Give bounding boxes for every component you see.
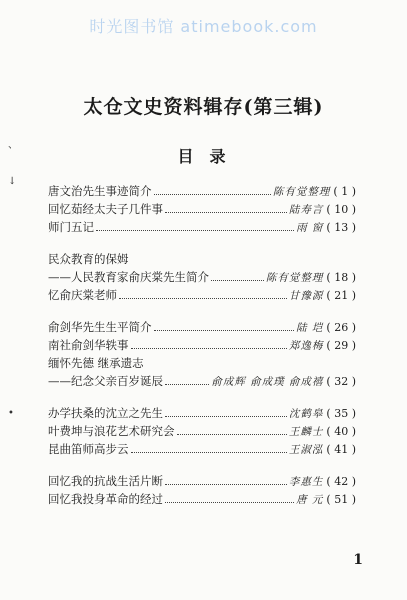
entry-author: 沈鹤皋 [288,407,324,420]
leader-dots [96,230,294,231]
group-gap [48,390,356,404]
margin-mark: ↓ [8,176,17,187]
group-gap [48,236,356,250]
margin-mark: 、 [8,140,18,151]
leader-dots [165,484,287,485]
entry-title: 师门五记 [48,220,94,234]
entry-title: 回忆我投身革命的经过 [48,492,163,506]
group-gap [48,458,356,472]
leader-dots [165,502,294,503]
entry-author: 唐 元 [296,493,324,506]
entry-page: ( 42 ) [326,474,356,488]
entry-page: ( 18 ) [326,270,356,284]
entry-author: 陈有觉整理 [272,185,331,198]
toc-entry[interactable] [48,490,356,508]
entry-title: 办学扶桑的沈立之先生 [48,406,163,420]
leader-dots [119,298,287,299]
margin-mark: • [8,408,14,419]
toc-title: 目录 [177,147,242,166]
leader-dots [165,212,287,213]
leader-dots [154,194,271,195]
entry-page: ( 32 ) [326,374,356,388]
toc-entry[interactable] [48,372,356,390]
group-gap [48,304,356,318]
toc-entry[interactable] [48,182,356,200]
leader-dots [165,384,209,385]
toc-entry[interactable] [48,336,356,354]
entry-page: ( 29 ) [326,338,356,352]
toc-entry[interactable] [48,200,356,218]
entry-title: 昆曲笛师高步云 [48,442,129,456]
leader-dots [177,434,287,435]
toc-heading: 民众教育的保姆 [48,252,129,266]
entry-title: ——人民教育家俞庆棠先生简介 [48,270,209,284]
entry-page: ( 35 ) [326,406,356,420]
entry-author: 雨 窗 [296,221,324,234]
toc-entry[interactable] [48,440,356,458]
toc-entry[interactable] [48,422,356,440]
leader-dots [154,330,295,331]
watermark: 时光图书馆 atimebook.com [89,17,318,36]
entry-author: 李惠生 [288,475,324,488]
entry-author: 陆 垲 [296,321,324,334]
page-number: 1 [353,552,363,568]
leader-dots [165,416,287,417]
entry-author: 王淑泓 [288,443,324,456]
entry-page: ( 13 ) [326,220,356,234]
entry-author: 甘豫源 [288,289,324,302]
entry-page: ( 10 ) [326,202,356,216]
entry-page: ( 21 ) [326,288,356,302]
entry-title: 回忆茹经太夫子几件事 [48,202,163,216]
entry-title: 叶费坤与浪花艺术研究会 [48,424,175,438]
entry-author: 俞成辉 俞成璞 俞成禧 [211,375,324,388]
toc-entry[interactable] [48,218,356,236]
entry-title: 唐文治先生事迹简介 [48,184,152,198]
entry-author: 王麟士 [288,425,324,438]
leader-dots [211,280,264,281]
toc-heading: 缅怀先德 继承遗志 [48,356,144,370]
entry-author: 郑逸梅 [288,339,324,352]
leader-dots [131,452,287,453]
leader-dots [131,348,287,349]
entry-title: 忆俞庆棠老师 [48,288,117,302]
toc-entry[interactable] [48,404,356,422]
entry-page: ( 41 ) [326,442,356,456]
entry-author: 陈有觉整理 [265,271,324,284]
entry-page: ( 1 ) [333,184,356,198]
entry-title: 回忆我的抗战生活片断 [48,474,163,488]
toc-entry[interactable] [48,472,356,490]
toc-entry[interactable] [48,318,356,336]
entry-page: ( 40 ) [326,424,356,438]
entry-title: 南社俞剑华轶事 [48,338,129,352]
entry-title: 俞剑华先生生平简介 [48,320,152,334]
toc-entry[interactable] [48,286,356,304]
entry-page: ( 26 ) [326,320,356,334]
table-of-contents [48,182,356,508]
toc-entry[interactable] [48,268,356,286]
entry-title: ——纪念父亲百岁诞辰 [48,374,163,388]
book-title: 太仓文史资料辑存(第三辑) [83,96,324,118]
entry-author: 陆寿言 [288,203,324,216]
entry-page: ( 51 ) [326,492,356,506]
